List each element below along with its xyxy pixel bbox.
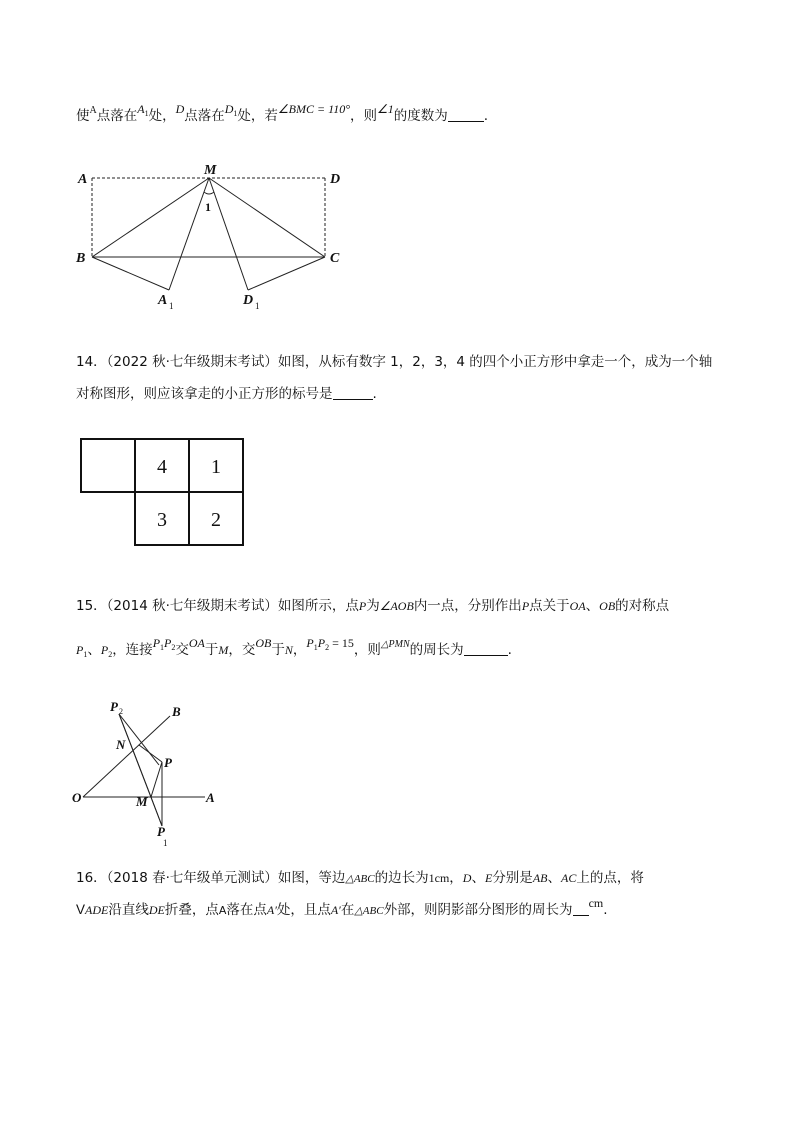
side-length: 1cm (428, 871, 450, 885)
line-P2M (119, 714, 151, 797)
fig15-label-B: B (172, 704, 181, 719)
q16-text: 在 (340, 902, 355, 918)
fig13-label-C: C (330, 251, 340, 266)
q15-text: ， (292, 642, 307, 658)
fig15-label-N: N (116, 737, 126, 752)
fig15-label-O: O (72, 790, 82, 805)
answer-blank (333, 385, 373, 400)
line-A1M (169, 178, 209, 290)
angle-condition: ∠BMC = 110° (277, 102, 351, 116)
q15-text: 、 (87, 642, 101, 658)
fig15-sub-P1: 1 (163, 838, 168, 848)
fig15-label-P2: P (110, 699, 118, 714)
period: . (507, 642, 512, 658)
line-BM (92, 178, 209, 257)
var-P2: $P_2$ (100, 643, 113, 659)
var-OB: OB (255, 636, 272, 650)
q15-text: 于 (204, 642, 219, 658)
var-P: P (521, 599, 530, 613)
var-P1: $P_1$ (76, 643, 88, 659)
q15-text: 内一点，分别作出 (413, 598, 522, 614)
var-M: M (218, 643, 229, 657)
q13-text: 处， (148, 108, 176, 124)
square-1 (189, 439, 243, 492)
var-DE: DE (148, 903, 165, 917)
q13-line (76, 102, 489, 131)
line-BA1 (92, 257, 169, 290)
q16-text: ， (449, 870, 463, 886)
q16-text: 处，且点 (276, 902, 331, 918)
label-D1: $D_1$ (224, 102, 238, 118)
q15-text: 、 (585, 598, 600, 614)
line-MD1 (209, 178, 248, 290)
var-E: E (484, 871, 493, 885)
square-2 (189, 492, 243, 545)
fig15-label-P: P (164, 755, 172, 770)
q16-text: 上的点，将 (576, 870, 644, 886)
answer-blank (448, 107, 484, 122)
square-3 (135, 492, 189, 545)
triangle-ABC: △ABC (345, 873, 375, 885)
triangle-PMN: △PMN (380, 639, 410, 650)
line-D1C (248, 257, 325, 290)
var-OA: OA (188, 636, 205, 650)
var-P: P (358, 599, 367, 613)
q13-text: 点落在 (184, 108, 225, 124)
q13-text: 点落在 (96, 108, 138, 124)
fig13-sub-D1: 1 (255, 301, 260, 311)
angle-1-arc (204, 192, 214, 194)
cell-label-3: 3 (157, 509, 167, 531)
fig13-label-D1: D (243, 293, 254, 308)
angle-AOB: ∠AOB (379, 599, 414, 613)
period: . (483, 108, 489, 124)
q14-line-2 (76, 384, 377, 404)
line-P2P1 (119, 714, 162, 826)
fig15-label-P1: P (157, 824, 165, 839)
unit-cm: cm (588, 896, 604, 910)
q15-text: 15．（2014 秋·七年级期末考试）如图所示，点 (76, 598, 359, 614)
q13-text: 使 (76, 108, 90, 124)
label-D: D (175, 102, 185, 116)
var-OB: OB (599, 599, 616, 613)
label-A1: $A_1$ (137, 102, 149, 118)
fig13-label-1: 1 (205, 200, 211, 214)
square-blank (81, 439, 135, 492)
q16-text: 落在点 (226, 902, 267, 918)
var-P1P2: $P_1P_2$ (152, 636, 176, 652)
fig15-label-M: M (136, 794, 148, 809)
var-AB: AB (532, 871, 548, 885)
fig13-label-B: B (76, 251, 86, 266)
var-A-prime: A′ (266, 903, 277, 917)
q15-text: 的对称点 (615, 598, 670, 614)
fig13-label-M: M (204, 163, 217, 178)
fig13-label-D: D (330, 172, 341, 187)
q15-text: 交 (175, 642, 189, 658)
q15-line-1 (76, 596, 669, 616)
q14-line-1: 14．（2022 秋·七年级期末考试）如图，从标有数字 1，2，3，4 的四个小正方形中拿走一个，成为一个轴 (76, 354, 713, 370)
q16-text: V (76, 902, 86, 917)
q15-text: ，交 (228, 642, 256, 658)
q16-line-2 (76, 896, 608, 921)
var-A-prime: A′ (330, 903, 341, 917)
line-MP1 (151, 797, 162, 826)
q15-text: 于 (271, 642, 285, 658)
q16-text: 16．（2018 春·七年级单元测试）如图，等边 (76, 870, 346, 886)
q13-text: 处，若 (237, 108, 278, 124)
q15-text: 点关于 (529, 598, 570, 614)
var-D: D (462, 871, 472, 885)
q16-text: 沿直线 (108, 902, 149, 918)
q15-text: 为 (366, 598, 380, 614)
equation-P1P2: $P_1P_2 = 15$ (306, 636, 354, 652)
angle-1-label: ∠1 (377, 102, 394, 116)
answer-blank (464, 641, 508, 656)
fig15-sub-P2: 2 (119, 707, 123, 716)
var-OA: OA (569, 599, 586, 613)
cell-label-1: 1 (211, 456, 221, 478)
q13-text: 的度数为 (393, 108, 448, 124)
fig13-sub-A1: 1 (169, 301, 174, 311)
q16-text: 折叠，点 (164, 902, 219, 918)
label-A: A (89, 105, 97, 116)
ray-OB (83, 716, 170, 797)
answer-blank (573, 901, 589, 916)
line-P2P (119, 714, 159, 765)
var-A: A (218, 904, 227, 917)
line-CM (209, 178, 325, 257)
line-NP (139, 745, 162, 762)
q13-text: ，则 (350, 108, 378, 124)
q16-text: 、 (547, 870, 561, 886)
period: . (603, 902, 608, 918)
q14-text: 对称图形，则应该拿走的小正方形的标号是 (76, 386, 333, 402)
q16-text: 外部，则阴影部分图形的周长为 (383, 902, 573, 918)
q15-text: ，则 (353, 642, 381, 658)
period: . (372, 386, 377, 402)
cell-label-4: 4 (157, 456, 167, 478)
q15-line-2 (76, 636, 512, 665)
fig13-label-A: A (78, 172, 88, 187)
square-4 (135, 439, 189, 492)
triangle-ABC: △ABC (354, 905, 384, 917)
cell-label-2: 2 (211, 509, 221, 531)
q16-line-1 (76, 868, 644, 889)
var-N: N (284, 643, 293, 657)
q15-text: ，连接 (112, 642, 153, 658)
fig15-label-A: A (206, 790, 215, 805)
line-MP (151, 762, 162, 797)
q16-text: 分别是 (492, 870, 533, 886)
q16-text: 的边长为 (374, 870, 429, 886)
fig13-label-A1: A (158, 293, 168, 308)
var-ADE: ADE (85, 903, 109, 917)
q16-text: 、 (471, 870, 485, 886)
var-AC: AC (560, 871, 577, 885)
q15-text: 的周长为 (409, 642, 464, 658)
